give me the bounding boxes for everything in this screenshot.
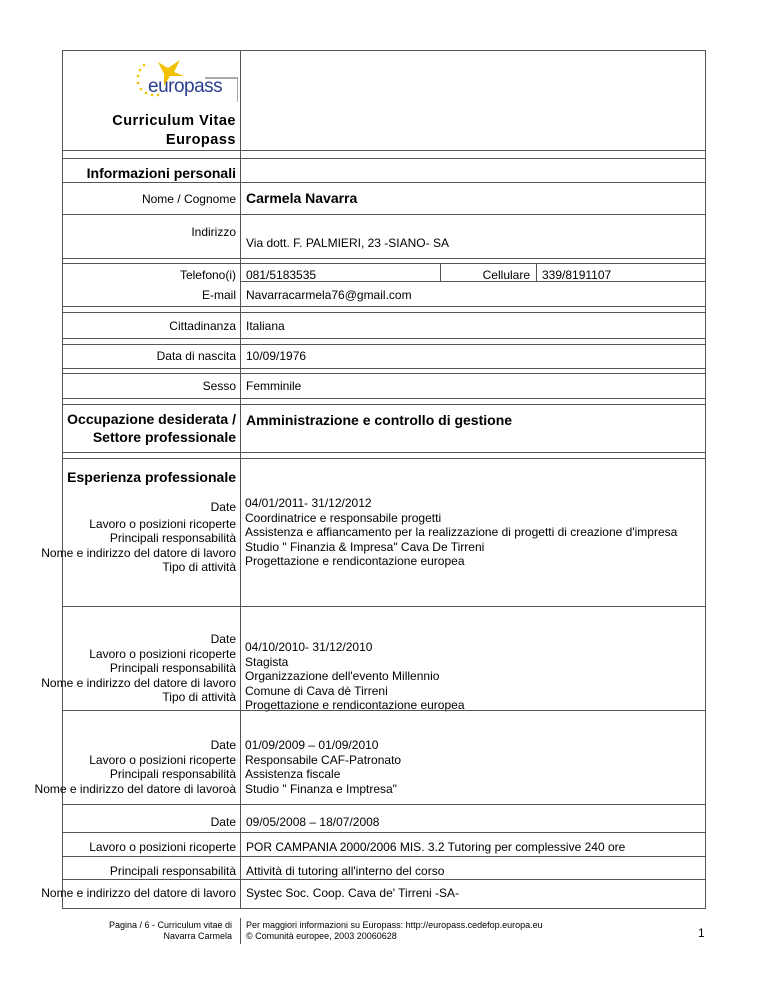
sex-value: Femminile — [246, 379, 302, 393]
sex-label: Sesso — [202, 379, 236, 393]
occupation-label — [67, 410, 236, 446]
divider — [62, 150, 706, 151]
entry-label-employer: Nome e indirizzo del datore di lavoro — [41, 545, 236, 560]
entry-value-date: 04/10/2010- 31/12/2010 — [245, 640, 373, 654]
experience-entry-3-values — [245, 738, 401, 796]
experience-entry-2-values — [245, 640, 465, 713]
frame-bottom — [62, 908, 706, 909]
entry-label-date: Date — [210, 632, 236, 646]
entry-value-date: 04/01/2011- 31/12/2012 — [245, 496, 372, 510]
footer-left-line2: Navarra Carmela — [163, 931, 232, 941]
mobile-value: 339/8191107 — [542, 268, 612, 282]
divider — [62, 373, 706, 374]
entry-4-position-label: Lavoro o posizioni ricoperte — [89, 840, 236, 854]
column-divider — [240, 50, 241, 908]
divider — [62, 606, 706, 607]
phone-label: Telefono(i) — [179, 268, 236, 282]
entry-4-resp-value: Attività di tutoring all'interno del corso — [246, 864, 445, 878]
entry-4-position-value: POR CAMPANIA 2000/2006 MIS. 3.2 Tutoring per complessive 240 ore — [246, 840, 626, 854]
email-label: E-mail — [201, 288, 236, 302]
divider — [62, 832, 706, 833]
entry-value-resp: Assistenza fiscale — [245, 767, 341, 781]
experience-entry-3-labels — [35, 738, 236, 796]
divider — [62, 452, 706, 453]
entry-4-date-label: Date — [210, 815, 236, 829]
experience-entry-1-values — [245, 496, 677, 569]
entry-label-date: Date — [210, 738, 236, 752]
divider — [62, 404, 706, 405]
divider — [62, 804, 706, 805]
entry-value-position: Stagista — [245, 654, 289, 669]
divider — [62, 258, 706, 259]
page-number: 1 — [698, 926, 705, 940]
name-value: Carmela Navarra — [246, 190, 358, 206]
entry-label-resp: Principali responsabilità — [109, 531, 236, 545]
birth-label: Data di nascita — [156, 349, 236, 363]
divider — [62, 158, 706, 159]
experience-entry-2-labels — [41, 632, 236, 705]
entry-4-resp-label: Principali responsabilità — [109, 864, 236, 878]
footer-right-line2: © Comunità europee, 2003 20060628 — [246, 931, 397, 941]
cell-divider — [440, 263, 441, 281]
cell-divider — [536, 263, 537, 281]
citizenship-value: Italiana — [246, 319, 285, 333]
divider — [62, 368, 706, 369]
entry-label-position: Lavoro o posizioni ricoperte — [89, 752, 236, 767]
entry-value-employer: Studio " Finanzia & Impresa" Cava De Tirreni — [245, 539, 485, 554]
logo-text: europass — [148, 76, 223, 97]
entry-value-date: 01/09/2009 – 01/09/2010 — [245, 738, 379, 752]
entry-label-position: Lavoro o posizioni ricoperte — [89, 646, 236, 661]
entry-4-employer-value: Systec Soc. Coop. Cava de' Tirreni -SA- — [246, 886, 460, 900]
footer-left-line1: Pagina / 6 - Curriculum vitae di — [108, 920, 232, 930]
frame-right — [705, 50, 706, 908]
entry-label-employer: Nome e indirizzo del datore di lavoroà — [34, 781, 236, 796]
entry-value-type: Progettazione e rendicontazione europea — [245, 698, 465, 712]
footer-right-line1: Per maggiori informazioni su Europass: http://europass.cedefop.europa.eu — [246, 920, 543, 930]
divider — [240, 281, 706, 282]
entry-value-type: Progettazione e rendicontazione europea — [245, 554, 465, 568]
footer-left — [109, 920, 232, 942]
entry-label-employer: Nome e indirizzo del datore di lavoro — [41, 675, 236, 690]
section-title-personal: Informazioni personali — [86, 165, 236, 181]
birth-value: 10/09/1976 — [246, 349, 307, 363]
divider — [62, 182, 706, 183]
cv-title — [112, 112, 236, 150]
occupation-value: Amministrazione e controllo di gestione — [246, 412, 513, 428]
entry-label-type: Tipo di attività — [162, 690, 236, 704]
europass-logo — [128, 52, 238, 102]
name-label: Nome / Cognome — [141, 192, 236, 206]
phone-value: 081/5183535 — [246, 268, 317, 282]
address-value: Via dott. F. PALMIERI, 23 -SIANO- SA — [246, 236, 449, 250]
section-title-experience: Esperienza professionale — [67, 469, 236, 485]
footer-divider — [240, 918, 241, 944]
mobile-label: Cellulare — [482, 268, 530, 282]
entry-value-employer: Comune di Cava dè Tirreni — [245, 683, 388, 698]
divider — [62, 214, 706, 215]
entry-4-date-value: 09/05/2008 – 18/07/2008 — [246, 815, 380, 829]
divider — [62, 856, 706, 857]
entry-label-type: Tipo di attività — [162, 560, 236, 574]
cv-title-line1: Curriculum Vitae — [112, 113, 236, 129]
entry-label-resp: Principali responsabilità — [109, 767, 236, 781]
footer-right — [246, 920, 543, 942]
divider — [62, 312, 706, 313]
divider — [62, 263, 706, 264]
entry-value-position: Coordinatrice e responsabile progetti — [245, 510, 442, 525]
divider — [62, 879, 706, 880]
cv-title-line2: Europass — [165, 132, 236, 148]
divider — [62, 338, 706, 339]
entry-value-employer: Studio " Finanza e Imptresa" — [245, 781, 397, 796]
divider — [62, 306, 706, 307]
divider — [62, 458, 706, 459]
divider — [62, 344, 706, 345]
entry-label-resp: Principali responsabilità — [109, 661, 236, 675]
occupation-label-line1: Occupazione desiderata / — [67, 411, 236, 427]
entry-value-resp: Organizzazione dell'evento Millennio — [245, 669, 440, 683]
entry-value-resp: Assistenza e affiancamento per la realizzazione di progetti di creazione d'impresa — [245, 525, 678, 539]
entry-value-position: Responsabile CAF-Patronato — [245, 752, 402, 767]
divider — [62, 398, 706, 399]
experience-entry-1-labels — [41, 500, 236, 575]
frame-top — [62, 50, 706, 51]
entry-label-position: Lavoro o posizioni ricoperte — [89, 516, 236, 531]
citizenship-label: Cittadinanza — [169, 319, 236, 333]
entry-label-date: Date — [210, 500, 236, 514]
divider — [62, 710, 706, 711]
entry-4-employer-label: Nome e indirizzo del datore di lavoro — [41, 886, 236, 900]
address-label: Indirizzo — [191, 225, 236, 239]
occupation-label-line2: Settore professionale — [92, 429, 236, 445]
email-value[interactable]: Navarracarmela76@gmail.com — [246, 288, 412, 302]
